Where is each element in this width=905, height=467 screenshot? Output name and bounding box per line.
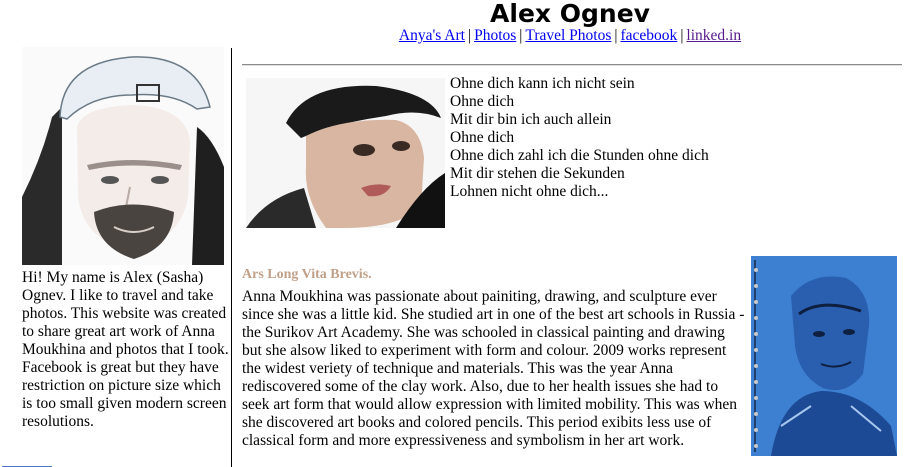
nav-link-anyas-art[interactable]: Anya's Art: [398, 27, 465, 44]
portrait-photo-image: [246, 78, 445, 228]
portrait-photo: [246, 78, 445, 228]
poem-line: Mit dir bin ich auch allein: [450, 111, 612, 128]
poem: [450, 75, 890, 201]
poem-line: Ohne dich kann ich nicht sein: [450, 75, 635, 92]
nav-link-facebook[interactable]: facebook: [620, 27, 678, 44]
nav-separator: |: [614, 27, 618, 44]
nav-separator: |: [519, 27, 523, 44]
horizontal-rule: [242, 64, 902, 66]
top-nav: [0, 26, 905, 46]
column-divider: [231, 48, 232, 467]
poem-line: Lohnen nicht ohne dich...: [450, 183, 609, 200]
nav-link-photos[interactable]: Photos: [474, 27, 517, 44]
poem-line: Mit dir stehen die Sekunden: [450, 165, 625, 182]
painting-image: [751, 256, 897, 456]
nav-separator: |: [467, 27, 472, 44]
nav-separator: |: [680, 27, 684, 44]
poem-line: Ohne dich: [450, 129, 515, 146]
site-title: Alex Ognev: [490, 0, 650, 28]
poem-line: Ohne dich zahl ich die Stunden ohne dich: [450, 147, 709, 164]
painting-artwork: [751, 256, 897, 456]
poem-line: Ohne dich: [450, 93, 515, 110]
profile-photo: [22, 47, 224, 265]
article-heading: Ars Long Vita Brevis.: [242, 267, 372, 282]
article-body: Anna Moukhina was passionate about painiting, drawing, and sculpture ever since she was a little kid. She studied art in one of the best art schools in Russia - the Surikov Art Academy. She was schooled in classical painting and drawing but she alsow liked to experiment with form and colour. 2009 works represent the widest veriety of technique and materials. This was the year Anna rediscovered some of the clay work. Also, due to her health issues she had to seek art form that would allow expression with limited mobility. This was when she discovered art books and colored pencils. This period exibits less use of classical form and more expressiveness and symbolism in her art work.: [242, 288, 745, 449]
sidebar: [20, 47, 228, 467]
nav-link-linkedin[interactable]: linked.in: [686, 27, 742, 44]
profile-photo-image: [22, 47, 224, 265]
intro-text: Hi! My name is Alex (Sasha) Ognev. I like to travel and take photos. This website was created to share great art work of Anna Moukhina and photos that I took. Facebook is great but they have restriction on picture size which is too small given modern screen resolutions.: [22, 269, 229, 430]
nav-link-travel-photos[interactable]: Travel Photos: [525, 27, 612, 44]
